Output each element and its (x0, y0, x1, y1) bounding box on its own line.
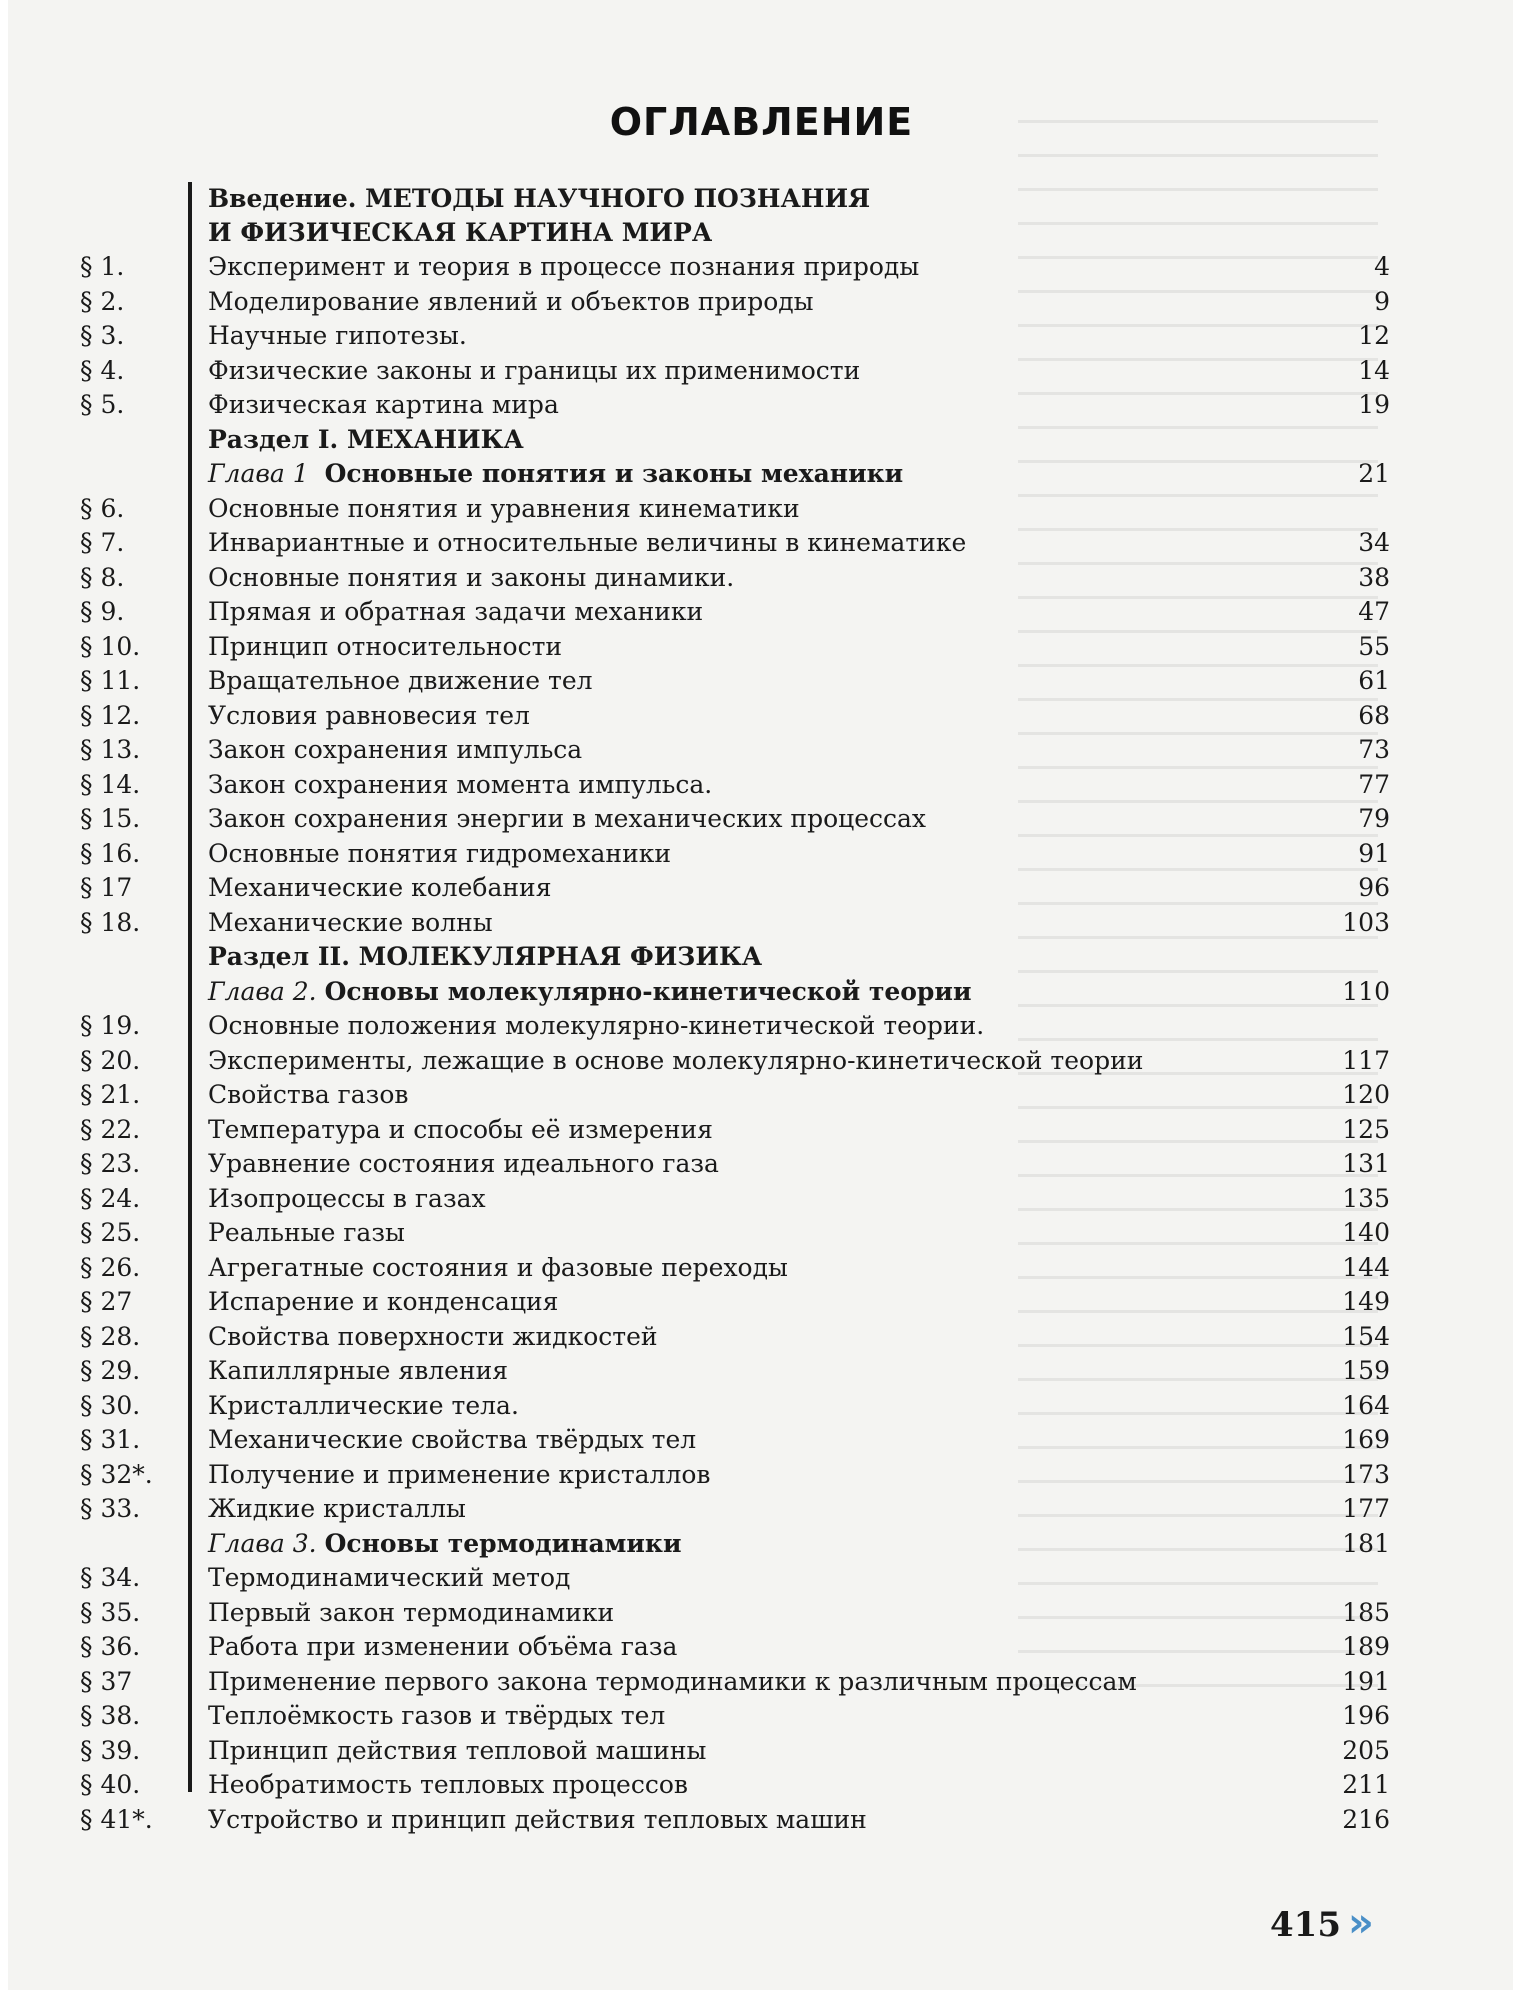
toc-entry[interactable] (80, 1630, 1390, 1665)
toc-entry[interactable] (80, 1147, 1390, 1182)
entry-title: Работа при изменении объёма газа (208, 1632, 678, 1661)
paragraph-number: § 8. (80, 562, 125, 592)
toc-entry[interactable] (80, 1320, 1390, 1355)
toc-entry[interactable] (80, 1216, 1390, 1251)
page-number: 131 (1342, 1149, 1390, 1178)
entry-title: Получение и применение кристаллов (208, 1459, 711, 1489)
page-number: 68 (1358, 700, 1390, 730)
paragraph-number: § 5. (80, 390, 125, 419)
toc-entry[interactable] (80, 664, 1390, 699)
page-number: 135 (1342, 1183, 1390, 1213)
entry-title: Закон сохранения момента импульса. (208, 769, 713, 799)
chapter-name: Основы молекулярно-кинетической теории (324, 976, 972, 1006)
chapter-title (208, 975, 971, 1010)
toc-entry[interactable] (80, 1182, 1390, 1217)
toc-entry[interactable] (80, 285, 1390, 320)
entry-title: Принцип относительности (208, 631, 563, 661)
chapter-name: Основные понятия и законы механики (324, 459, 904, 488)
paragraph-number: § 20. (80, 1045, 141, 1075)
page-number: 185 (1342, 1597, 1390, 1627)
page-number: 73 (1358, 735, 1390, 764)
entry-title: Необратимость тепловых процессов (208, 1770, 688, 1799)
entry-title: Свойства газов (208, 1080, 409, 1109)
paragraph-number: § 24. (80, 1183, 141, 1213)
paragraph-number: § 12. (80, 700, 141, 730)
page-number: 38 (1358, 562, 1390, 592)
toc-entry[interactable] (80, 1009, 1390, 1044)
entry-title: Механические свойства твёрдых тел (208, 1425, 697, 1454)
entry-title: Механические волны (208, 907, 493, 937)
entry-title: Основные положения молекулярно-кинетической теории. (208, 1011, 985, 1040)
paragraph-number: § 26. (80, 1252, 141, 1282)
page-number: 159 (1342, 1356, 1390, 1385)
entry-title: Жидкие кристаллы (208, 1494, 466, 1523)
page-number: 4 (1374, 252, 1390, 281)
page-number: 144 (1342, 1252, 1390, 1282)
entry-title: Капиллярные явления (208, 1356, 509, 1385)
paragraph-number: § 1. (80, 252, 125, 281)
paragraph-number: § 3. (80, 321, 125, 350)
entry-title: Физическая картина мира (208, 390, 559, 419)
entry-title: Эксперименты, лежащие в основе молекулярно-кинетической теории (208, 1045, 1144, 1075)
entry-title: Применение первого закона термодинамики к различным процессам (208, 1666, 1137, 1696)
paragraph-number: § 28. (80, 1321, 141, 1351)
toc-entry[interactable] (80, 1044, 1390, 1079)
paragraph-number: § 33. (80, 1494, 141, 1523)
page-number: 103 (1342, 907, 1390, 937)
paragraph-number: § 14. (80, 769, 141, 799)
page-number: 79 (1358, 804, 1390, 833)
paragraph-number: § 23. (80, 1149, 141, 1178)
paragraph-number: § 37 (80, 1666, 133, 1696)
entry-title: Термодинамический метод (208, 1563, 571, 1592)
toc-entry[interactable] (80, 1561, 1390, 1596)
entry-title: Физические законы и границы их применимости (208, 355, 861, 385)
toc-entry[interactable] (80, 630, 1390, 665)
page-number: 125 (1342, 1114, 1390, 1144)
page-number: 91 (1358, 838, 1390, 868)
paragraph-number: § 21. (80, 1080, 141, 1109)
page-number: 12 (1358, 321, 1390, 350)
paragraph-number: § 2. (80, 286, 125, 316)
toc-entry[interactable] (80, 733, 1390, 768)
entry-title: Основные понятия гидромеханики (208, 838, 672, 868)
paragraph-number: § 4. (80, 355, 125, 385)
chapter-label: Глава 3. (208, 1528, 317, 1558)
chapter-heading (80, 457, 1390, 492)
paragraph-number: § 34. (80, 1563, 141, 1592)
toc-entry[interactable] (80, 354, 1390, 389)
entry-title: Закон сохранения энергии в механических процессах (208, 804, 927, 833)
intro-heading-line2 (80, 216, 1390, 250)
paragraph-number: § 36. (80, 1632, 141, 1661)
entry-title: Эксперимент и теория в процессе познания природы (208, 252, 920, 281)
entry-title: Условия равновесия тел (208, 700, 530, 730)
page-number: 189 (1342, 1632, 1390, 1661)
page-number: 110 (1342, 976, 1390, 1006)
table-of-contents (80, 182, 1390, 1837)
paragraph-number: § 29. (80, 1356, 141, 1385)
chapter-heading (80, 1527, 1390, 1562)
page-number: 14 (1358, 355, 1390, 385)
toc-entry[interactable] (80, 768, 1390, 803)
page-number: 205 (1342, 1735, 1390, 1765)
toc-entry[interactable] (80, 837, 1390, 872)
page-number: 47 (1358, 597, 1390, 626)
page-number: 177 (1342, 1494, 1390, 1523)
toc-entry[interactable] (80, 388, 1390, 423)
section-title: Раздел II. МОЛЕКУЛЯРНАЯ ФИЗИКА (208, 942, 763, 971)
entry-title: Кристаллические тела. (208, 1390, 519, 1420)
page-number: 19 (1358, 390, 1390, 419)
entry-title: Изопроцессы в газах (208, 1183, 486, 1213)
page-number: 196 (1342, 1701, 1390, 1730)
next-page-arrow-icon: » (1348, 1900, 1374, 1946)
chapter-name: Основы термодинамики (324, 1528, 682, 1558)
toc-entry[interactable] (80, 1423, 1390, 1458)
toc-entry[interactable] (80, 1596, 1390, 1631)
page-number: 34 (1358, 528, 1390, 557)
entry-title: Научные гипотезы. (208, 321, 467, 350)
entry-title: Свойства поверхности жидкостей (208, 1321, 658, 1351)
paragraph-number: § 30. (80, 1390, 141, 1420)
page-number: 21 (1358, 459, 1390, 488)
paragraph-number: § 40. (80, 1770, 141, 1799)
toc-entry[interactable] (80, 1492, 1390, 1527)
toc-entry[interactable] (80, 250, 1390, 285)
paragraph-number: § 10. (80, 631, 141, 661)
toc-entry[interactable] (80, 492, 1390, 527)
chapter-title (208, 457, 903, 492)
paragraph-number: § 35. (80, 1597, 141, 1627)
page-number: 55 (1358, 631, 1390, 661)
footer-page-number: 415 (1270, 1905, 1341, 1945)
intro-heading-text: И ФИЗИЧЕСКАЯ КАРТИНА МИРА (208, 218, 713, 247)
toc-entry[interactable] (80, 802, 1390, 837)
chapter-heading (80, 975, 1390, 1010)
page-title: ОГЛАВЛЕНИЕ (609, 100, 914, 144)
page-number: 216 (1342, 1804, 1390, 1834)
entry-title: Первый закон термодинамики (208, 1597, 615, 1627)
section-heading (80, 940, 1390, 975)
paragraph-number: § 39. (80, 1735, 141, 1765)
toc-entry[interactable] (80, 1458, 1390, 1493)
paragraph-number: § 38. (80, 1701, 141, 1730)
chapter-label: Глава 2. (208, 976, 317, 1006)
entry-title: Температура и способы её измерения (208, 1114, 713, 1144)
page-number: 191 (1342, 1666, 1390, 1696)
paragraph-number: § 27 (80, 1287, 133, 1316)
entry-title: Прямая и обратная задачи механики (208, 597, 704, 626)
page-number: 164 (1342, 1390, 1390, 1420)
toc-entry[interactable] (80, 1354, 1390, 1389)
entry-title: Агрегатные состояния и фазовые переходы (208, 1252, 788, 1282)
paragraph-number: § 17 (80, 873, 133, 902)
toc-entry[interactable] (80, 595, 1390, 630)
paragraph-number: § 7. (80, 528, 125, 557)
entry-title: Механические колебания (208, 873, 552, 902)
entry-title: Реальные газы (208, 1218, 405, 1247)
page-number: 9 (1374, 286, 1390, 316)
toc-entry[interactable] (80, 561, 1390, 596)
entry-title: Основные понятия и законы динамики. (208, 562, 735, 592)
paragraph-number: § 18. (80, 907, 141, 937)
toc-entry[interactable] (80, 906, 1390, 941)
toc-entry[interactable] (80, 1251, 1390, 1286)
section-title: Раздел I. МЕХАНИКА (208, 424, 524, 454)
toc-entry[interactable] (80, 1389, 1390, 1424)
chapter-label: Глава 1 (208, 459, 309, 488)
paragraph-number: § 25. (80, 1218, 141, 1247)
intro-heading-line1 (80, 182, 1390, 216)
intro-heading-text: Введение. МЕТОДЫ НАУЧНОГО ПОЗНАНИЯ (208, 184, 871, 213)
page-number: 77 (1358, 769, 1390, 799)
toc-entry[interactable] (80, 526, 1390, 561)
paragraph-number: § 16. (80, 838, 141, 868)
paragraph-number: § 11. (80, 666, 141, 695)
toc-entry[interactable] (80, 1734, 1390, 1769)
page-number: 117 (1342, 1045, 1390, 1075)
paragraph-number: § 6. (80, 493, 125, 523)
toc-entry[interactable] (80, 871, 1390, 906)
toc-entry[interactable] (80, 319, 1390, 354)
toc-entry[interactable] (80, 1113, 1390, 1148)
chapter-title (208, 1527, 682, 1562)
page-number: 169 (1342, 1425, 1390, 1454)
page-number: 61 (1358, 666, 1390, 695)
entry-title: Устройство и принцип действия тепловых машин (208, 1804, 867, 1834)
paragraph-number: § 19. (80, 1011, 141, 1040)
toc-entry[interactable] (80, 1665, 1390, 1700)
page-number: 120 (1342, 1080, 1390, 1109)
entry-title: Уравнение состояния идеального газа (208, 1149, 719, 1178)
section-heading (80, 423, 1390, 458)
paragraph-number: § 32*. (80, 1459, 153, 1489)
entry-title: Основные понятия и уравнения кинематики (208, 493, 800, 523)
page-number: 154 (1342, 1321, 1390, 1351)
toc-entry[interactable] (80, 1699, 1390, 1734)
entry-title: Закон сохранения импульса (208, 735, 583, 764)
toc-entry[interactable] (80, 1285, 1390, 1320)
page-number: 140 (1342, 1218, 1390, 1247)
page-number: 96 (1358, 873, 1390, 902)
entry-title: Теплоёмкость газов и твёрдых тел (208, 1701, 666, 1730)
entry-title: Моделирование явлений и объектов природы (208, 286, 814, 316)
paragraph-number: § 22. (80, 1114, 141, 1144)
toc-entry[interactable] (80, 699, 1390, 734)
page-number: 149 (1342, 1287, 1390, 1316)
entry-title: Принцип действия тепловой машины (208, 1735, 707, 1765)
page-number: 211 (1342, 1770, 1390, 1799)
entry-title: Инвариантные и относительные величины в кинематике (208, 528, 967, 557)
page-number: 173 (1342, 1459, 1390, 1489)
paragraph-number: § 41*. (80, 1804, 153, 1834)
page-number: 181 (1342, 1528, 1390, 1558)
toc-entry[interactable] (80, 1078, 1390, 1113)
entry-title: Испарение и конденсация (208, 1287, 559, 1316)
entry-title: Вращательное движение тел (208, 666, 593, 695)
paragraph-number: § 31. (80, 1425, 141, 1454)
paragraph-number: § 15. (80, 804, 141, 833)
paragraph-number: § 9. (80, 597, 125, 626)
toc-entry[interactable] (80, 1768, 1390, 1803)
toc-entry[interactable] (80, 1803, 1390, 1838)
paragraph-number: § 13. (80, 735, 141, 764)
